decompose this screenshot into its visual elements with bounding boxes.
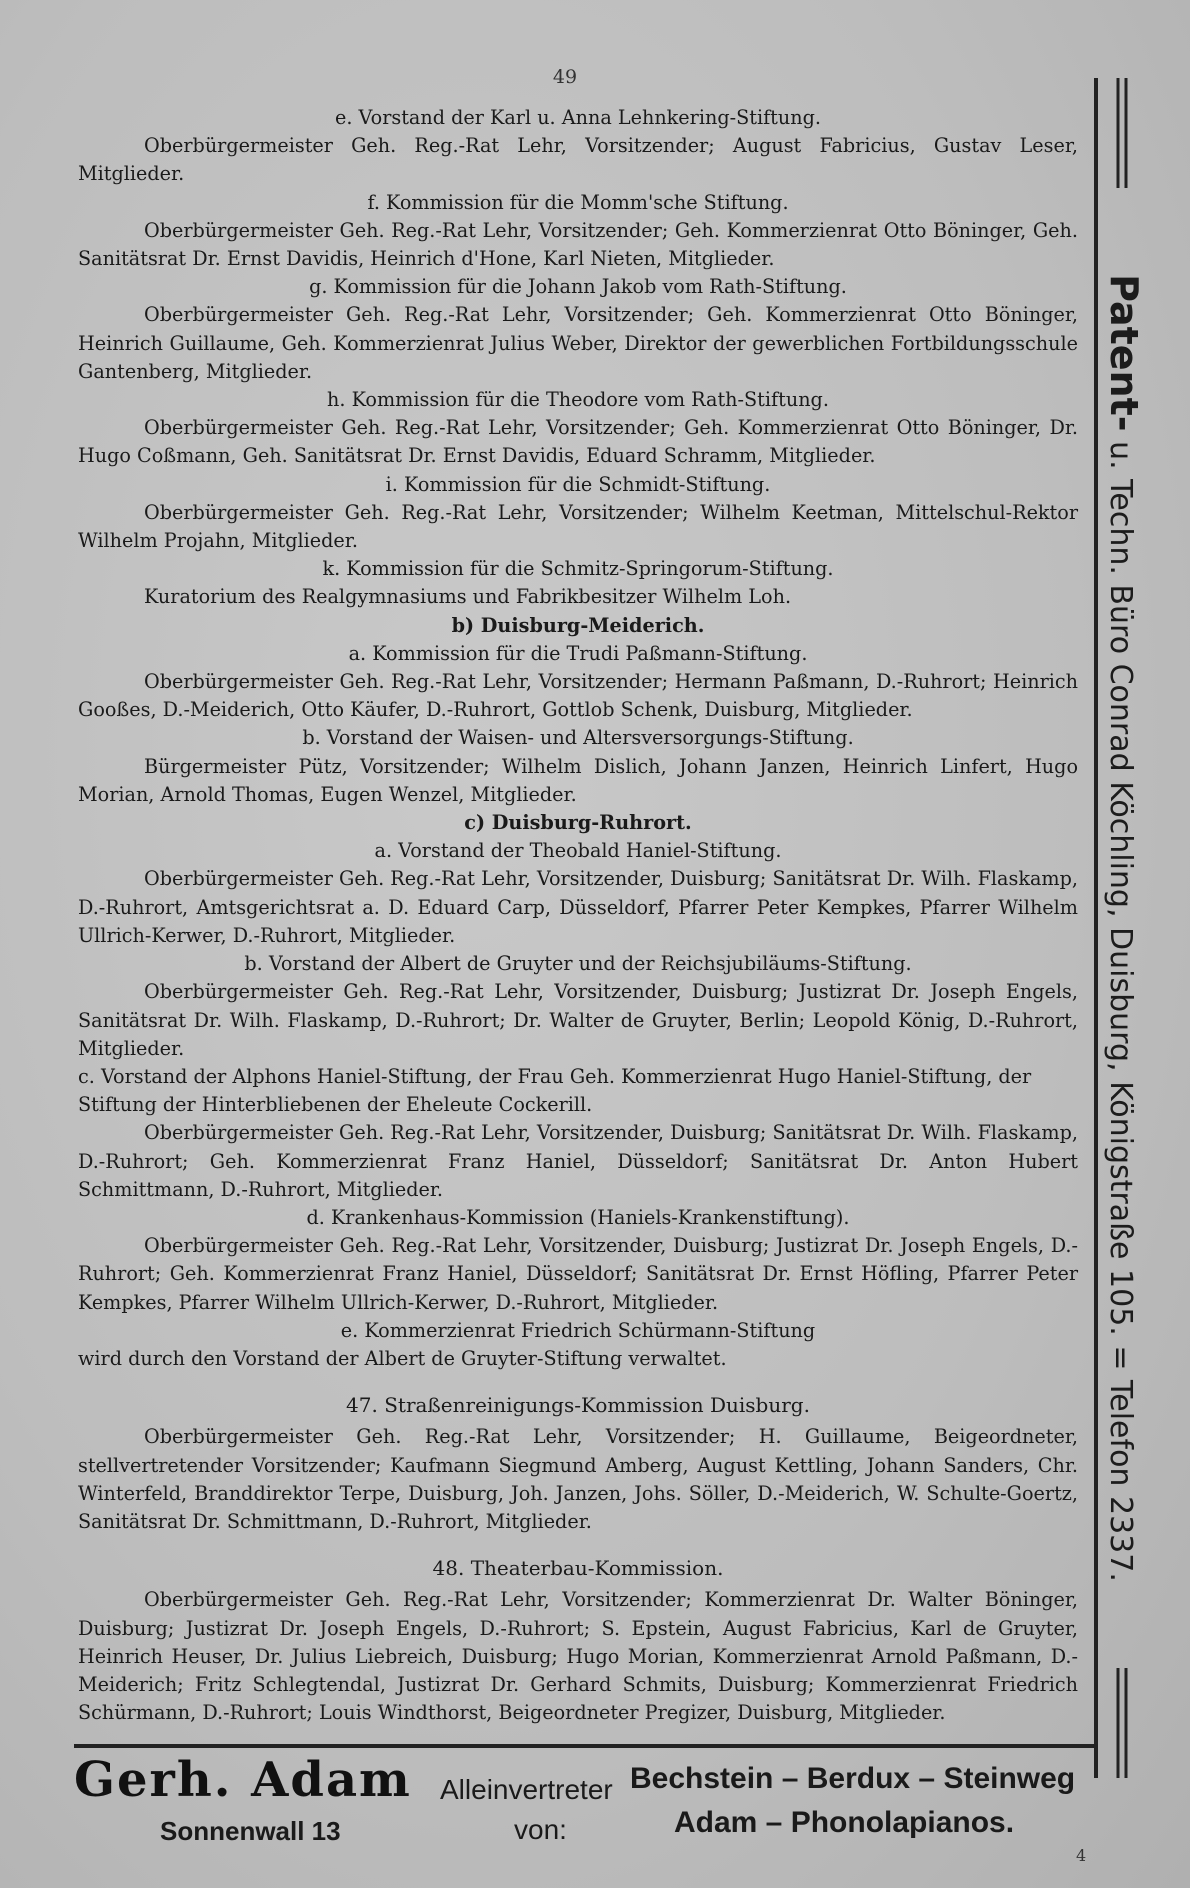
section-heading: f. Kommission für die Momm'sche Stiftung. <box>367 190 789 214</box>
section-48-theaterbau <box>78 1554 1078 1727</box>
sidebar-office-label: u. Techn. Büro Conrad Köchling, Duisburg, Königstraße 105. <box>1103 431 1138 1346</box>
ad-brands-line1: Bechstein – Berdux – Steinweg <box>630 1762 1076 1795</box>
sidebar-telefon-label: Telefon 2337. <box>1103 1370 1138 1582</box>
subdivision-ruhrort <box>78 809 1078 837</box>
section-e-lehnkering <box>78 104 1078 189</box>
section-heading: e. Kommerzienrat Friedrich Schürmann-Stiftung <box>340 1318 816 1342</box>
subdivision-heading: c) Duisburg-Ruhrort. <box>464 811 692 835</box>
section-a-theobald-haniel <box>78 837 1078 950</box>
section-text: wird durch den Vorstand der Albert de Gruyter-Stiftung verwaltet. <box>78 1346 727 1370</box>
sidebar-advertisement <box>1090 78 1158 1778</box>
section-text: Oberbürgermeister Geh. Reg.-Rat Lehr, Vorsitzender; Kommerzienrat Dr. Walter Böninger, Duisburg; Justizrat Dr. Joseph Engels, D.-Ruhrort; S. Epstein, August Fabricius, Karl de Gruyter, Heinrich Heuser, Dr. Julius Liebreich, Duisburg; Hugo Morian, Kommerzienrat Arnold Paßmann, D.-Meiderich; Fritz Schlegtendal, Justizrat Dr. Gerhard Schmits, Duisburg; Kommerzienrat Friedrich Schürmann, D.-Ruhrort; Louis Windthorst, Beigeordneter Pregizer, Duisburg, Mitglieder. <box>78 1588 1078 1725</box>
ad-company-name: Gerh. Adam <box>74 1752 412 1808</box>
section-text: Oberbürgermeister Geh. Reg.-Rat Lehr, Vorsitzender; Hermann Paßmann, D.-Ruhrort; Heinrich Gooßes, D.-Meiderich, Otto Käufer, D.-Ruhrort, Gottlob Schenk, Duisburg, Mitglieder. <box>78 670 1078 722</box>
section-text: Oberbürgermeister Geh. Reg.-Rat Lehr, Vorsitzender; August Fabricius, Gustav Leser, Mitglieder. <box>78 134 1078 186</box>
section-text: Bürgermeister Pütz, Vorsitzender; Wilhelm Dislich, Johann Janzen, Heinrich Linfert, Hugo Morian, Arnold Thomas, Eugen Wenzel, Mitglieder. <box>78 754 1078 806</box>
section-i-schmidt <box>78 471 1078 556</box>
section-h-theodore-vom-rath <box>78 386 1078 471</box>
section-heading: c. Vorstand der Alphons Haniel-Stiftung, der Frau Geh. Kommerzienrat Hugo Haniel-Stiftung, der Stiftung der Hinterbliebenen der Eheleute Cockerill. <box>78 1064 1032 1117</box>
ad-von: von: <box>514 1814 567 1845</box>
sidebar-patent-label: Patent- <box>1102 274 1146 432</box>
footer-advertisement <box>74 1752 1104 1862</box>
divider-rule <box>74 1744 1094 1748</box>
sidebar-text <box>1102 274 1146 1582</box>
section-e-schuermann <box>78 1317 1078 1373</box>
section-text: Oberbürgermeister Geh. Reg.-Rat Lehr, Vorsitzender, Duisburg; Sanitätsrat Dr. Wilh. Flaskamp, D.-Ruhrort, Amtsgerichtsrat a. D. Eduard Carp, Düsseldorf, Pfarrer Peter Kempkes, Pfarrer Wilhelm Ullrich-Kerwer, D.-Ruhrort, Mitglieder. <box>78 867 1078 947</box>
ad-address: Sonnenwall 13 <box>160 1816 341 1846</box>
section-text: Oberbürgermeister Geh. Reg.-Rat Lehr, Vorsitzender, Duisburg; Justizrat Dr. Joseph Engels, D.-Ruhrort; Geh. Kommerzienrat Franz Haniel, Düsseldorf; Sanitätsrat Dr. Ernst Höfling, Pfarrer Peter Kempkes, Pfarrer Wilhelm Ullrich-Kerwer, D.-Ruhrort, Mitglieder. <box>78 1234 1078 1314</box>
section-text: Oberbürgermeister Geh. Reg.-Rat Lehr, Vorsitzender, Duisburg; Justizrat Dr. Joseph Engels, Sanitätsrat Dr. Wilh. Flaskamp, D.-Ruhrort; Dr. Walter de Gruyter, Berlin; Leopold König, D.-Ruhrort, Mitglieder. <box>78 980 1078 1060</box>
section-text: Oberbürgermeister Geh. Reg.-Rat Lehr, Vorsitzender, Duisburg; Sanitätsrat Dr. Wilh. Flaskamp, D.-Ruhrort; Geh. Kommerzienrat Franz Haniel, Düsseldorf; Sanitätsrat Dr. Anton Hubert Schmittmann, D.-Ruhrort, Mitglieder. <box>78 1121 1078 1201</box>
section-47-strassenreinigung <box>78 1391 1078 1536</box>
section-heading: k. Kommission für die Schmitz-Springorum-Stiftung. <box>322 557 834 581</box>
section-heading: b. Vorstand der Waisen- und Altersversorgungs-Stiftung. <box>302 726 854 750</box>
section-heading: h. Kommission für die Theodore vom Rath-Stiftung. <box>327 388 829 412</box>
section-d-krankenhaus <box>78 1204 1078 1317</box>
section-c-alphons-haniel <box>78 1063 1078 1204</box>
sidebar-separator: = <box>1103 1345 1138 1371</box>
section-text: Oberbürgermeister Geh. Reg.-Rat Lehr, Vorsitzender; Wilhelm Keetman, Mittelschul-Rektor Wilhelm Projahn, Mitglieder. <box>78 500 1078 553</box>
main-content <box>78 104 1078 1727</box>
ad-brands-line2: Adam – Phonolapianos. <box>674 1806 1015 1839</box>
section-b-waisen <box>78 724 1078 809</box>
section-text: Oberbürgermeister Geh. Reg.-Rat Lehr, Vorsitzender; Geh. Kommerzienrat Otto Böninger, Heinrich Guillaume, Geh. Kommerzienrat Julius Weber, Direktor der gewerblichen Fortbildungsschule Gantenberg, Mitglieder. <box>78 303 1078 383</box>
subdivision-meiderich <box>78 612 1078 640</box>
section-heading: 47. Straßenreinigungs-Kommission Duisburg. <box>346 1393 810 1418</box>
section-heading: 48. Theaterbau-Kommission. <box>432 1556 724 1581</box>
section-text: Kuratorium des Realgymnasiums und Fabrikbesitzer Wilhelm Loh. <box>144 585 792 609</box>
section-text: Oberbürgermeister Geh. Reg.-Rat Lehr, Vorsitzender; Geh. Kommerzienrat Otto Böninger, Geh. Sanitätsrat Dr. Ernst Davidis, Heinrich d'Hone, Karl Nieten, Mitglieder. <box>78 218 1078 271</box>
corner-mark: 4 <box>1076 1846 1087 1865</box>
page-number: 49 <box>552 66 578 88</box>
section-b-de-gruyter <box>78 950 1078 1063</box>
ad-alleinvertreter: Alleinvertreter <box>440 1774 613 1805</box>
section-heading: b. Vorstand der Albert de Gruyter und der Reichsjubiläums-Stiftung. <box>244 952 912 976</box>
section-heading: a. Kommission für die Trudi Paßmann-Stiftung. <box>348 641 808 665</box>
subdivision-heading: b) Duisburg-Meiderich. <box>451 613 705 637</box>
section-heading: a. Vorstand der Theobald Haniel-Stiftung. <box>374 839 782 863</box>
section-k-schmitz-springorum <box>78 555 1078 611</box>
section-text: Oberbürgermeister Geh. Reg.-Rat Lehr, Vorsitzender; H. Guillaume, Beigeordneter, stellvertretender Vorsitzender; Kaufmann Siegmund Amberg, August Kettling, Johann Sanders, Chr. Winterfeld, Branddirektor Terpe, Duisburg, Joh. Janzen, Johs. Söller, D.-Meiderich, W. Schulte-Goertz, Sanitätsrat Dr. Schmittmann, D.-Ruhrort, Mitglieder. <box>78 1425 1078 1533</box>
section-heading: e. Vorstand der Karl u. Anna Lehnkering-Stiftung. <box>335 106 821 129</box>
section-text: Oberbürgermeister Geh. Reg.-Rat Lehr, Vorsitzender; Geh. Kommerzienrat Otto Böninger, Dr. Hugo Coßmann, Geh. Sanitätsrat Dr. Ernst Davidis, Eduard Schramm, Mitglieder. <box>78 416 1078 468</box>
section-g-vom-rath <box>78 273 1078 386</box>
section-a-passmann <box>78 640 1078 725</box>
section-heading: d. Krankenhaus-Kommission (Haniels-Krankenstiftung). <box>306 1205 850 1229</box>
section-heading: i. Kommission für die Schmidt-Stiftung. <box>385 472 771 496</box>
section-f-momm <box>78 189 1078 274</box>
section-heading: g. Kommission für die Johann Jakob vom Rath-Stiftung. <box>309 275 847 299</box>
